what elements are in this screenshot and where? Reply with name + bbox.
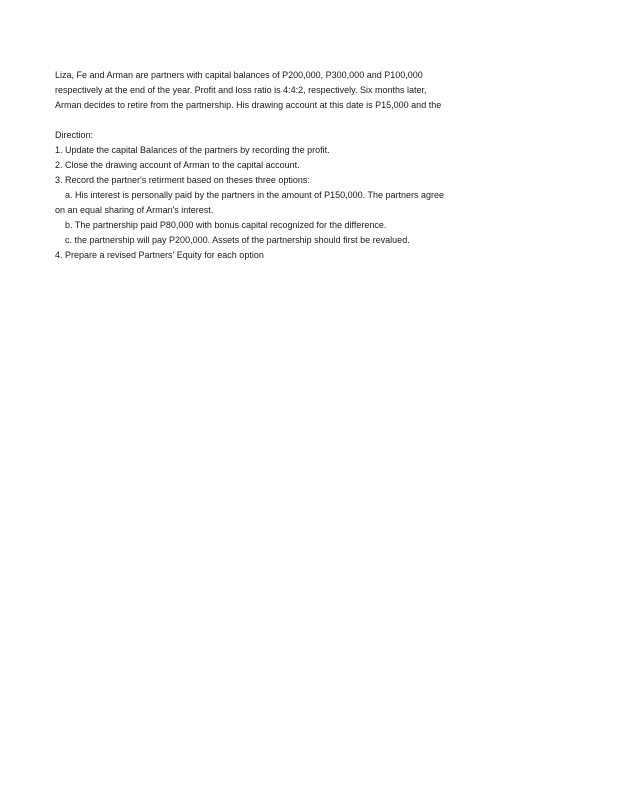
intro-line-1: Liza, Fe and Arman are partners with capital balances of P200,000, P300,000 and P100,000	[55, 70, 423, 80]
direction-item-4: 4. Prepare a revised Partners' Equity for each option	[55, 250, 264, 260]
direction-item-1: 1. Update the capital Balances of the partners by recording the profit.	[55, 145, 330, 155]
direction-item-3: 3. Record the partner's retirment based on theses three options:	[55, 175, 310, 185]
option-c: c. the partnership will pay P200,000. Assets of the partnership should first be revalued.	[65, 235, 410, 245]
intro-line-2: respectively at the end of the year. Profit and loss ratio is 4:4:2, respectively. Six months later,	[55, 85, 427, 95]
option-a-line-2: on an equal sharing of Arman's interest.	[55, 205, 214, 215]
direction-item-2: 2. Close the drawing account of Arman to the capital account.	[55, 160, 300, 170]
option-a-line-1: a. His interest is personally paid by the partners in the amount of P150,000. The partners agree	[65, 190, 445, 200]
direction-heading: Direction:	[55, 130, 94, 140]
intro-line-3: Arman decides to retire from the partnership. His drawing account at this date is P15,000 and the	[55, 100, 442, 110]
document-body	[55, 68, 575, 263]
paragraph-gap	[55, 113, 575, 128]
option-b: b. The partnership paid P80,000 with bonus capital recognized for the difference.	[65, 220, 387, 230]
